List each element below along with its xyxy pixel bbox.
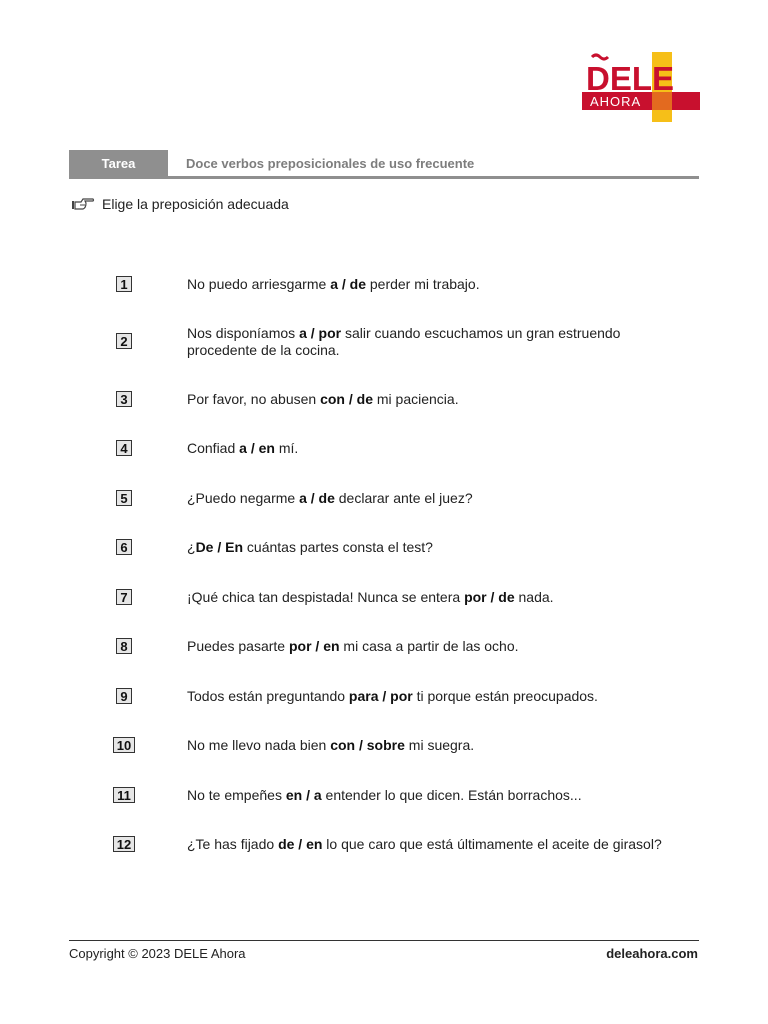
item-number: 5 xyxy=(116,490,132,506)
item-sentence: Por favor, no abusen con / de mi paciencia. xyxy=(187,391,459,407)
item-number: 9 xyxy=(116,688,132,704)
footer-divider xyxy=(69,940,699,941)
preposition-options[interactable]: a / por xyxy=(299,325,342,341)
item-sentence: No me llevo nada bien con / sobre mi suegra. xyxy=(187,737,475,753)
item-number: 7 xyxy=(116,589,132,605)
instruction xyxy=(71,196,289,212)
item-number: 6 xyxy=(116,539,132,555)
item-sentence: Confiad a / en mí. xyxy=(187,440,299,456)
item-number: 2 xyxy=(116,333,132,349)
preposition-options[interactable]: de / en xyxy=(278,836,323,852)
task-title: Doce verbos preposicionales de uso frecuente xyxy=(186,155,475,171)
preposition-options[interactable]: para / por xyxy=(348,688,413,704)
task-label: Tarea xyxy=(69,150,168,176)
preposition-options[interactable]: De / En xyxy=(195,539,244,555)
pointing-hand-icon xyxy=(71,196,95,212)
item-sentence: ¿Te has fijado de / en lo que caro que está últimamente el aceite de girasol? xyxy=(187,836,662,852)
copyright-text: Copyright © 2023 DELE Ahora xyxy=(69,946,246,961)
item-sentence: Nos disponíamos a / por salir cuando escuchamos un gran estruendo procedente de la cocina. xyxy=(187,325,621,358)
preposition-options[interactable]: con / sobre xyxy=(330,737,405,753)
item-sentence: ¡Qué chica tan despistada! Nunca se entera por / de nada. xyxy=(187,589,554,605)
item-sentence: Puedes pasarte por / en mi casa a partir de las ocho. xyxy=(187,638,519,654)
item-number: 1 xyxy=(116,276,132,292)
dele-ahora-logo xyxy=(582,52,700,122)
svg-text:AHORA: AHORA xyxy=(590,94,642,109)
item-sentence: ¿Puedo negarme a / de declarar ante el juez? xyxy=(187,490,473,506)
instruction-text: Elige la preposición adecuada xyxy=(102,196,289,212)
item-number: 10 xyxy=(113,737,135,753)
site-link[interactable]: deleahora.com xyxy=(606,946,698,961)
item-number: 11 xyxy=(113,787,135,803)
preposition-options[interactable]: a / de xyxy=(330,276,366,292)
item-sentence: No puedo arriesgarme a / de perder mi trabajo. xyxy=(187,276,480,292)
svg-text:DELE: DELE xyxy=(586,60,675,97)
header-divider xyxy=(69,176,699,179)
item-number: 3 xyxy=(116,391,132,407)
preposition-options[interactable]: con / de xyxy=(320,391,373,407)
task-header xyxy=(69,150,699,176)
preposition-options[interactable]: por / de xyxy=(464,589,515,605)
item-sentence: ¿De / En cuántas partes consta el test? xyxy=(187,539,433,555)
item-sentence: Todos están preguntando para / por ti porque están preocupados. xyxy=(187,688,598,704)
item-number: 4 xyxy=(116,440,132,456)
preposition-options[interactable]: a / en xyxy=(239,440,275,456)
item-number: 8 xyxy=(116,638,132,654)
preposition-options[interactable]: en / a xyxy=(285,787,322,803)
preposition-options[interactable]: a / de xyxy=(299,490,335,506)
preposition-options[interactable]: por / en xyxy=(288,638,340,654)
dele-ahora-logo-graphic xyxy=(582,52,700,122)
item-sentence: No te empeñes en / a entender lo que dicen. Están borrachos... xyxy=(187,787,582,803)
item-number: 12 xyxy=(113,836,135,852)
